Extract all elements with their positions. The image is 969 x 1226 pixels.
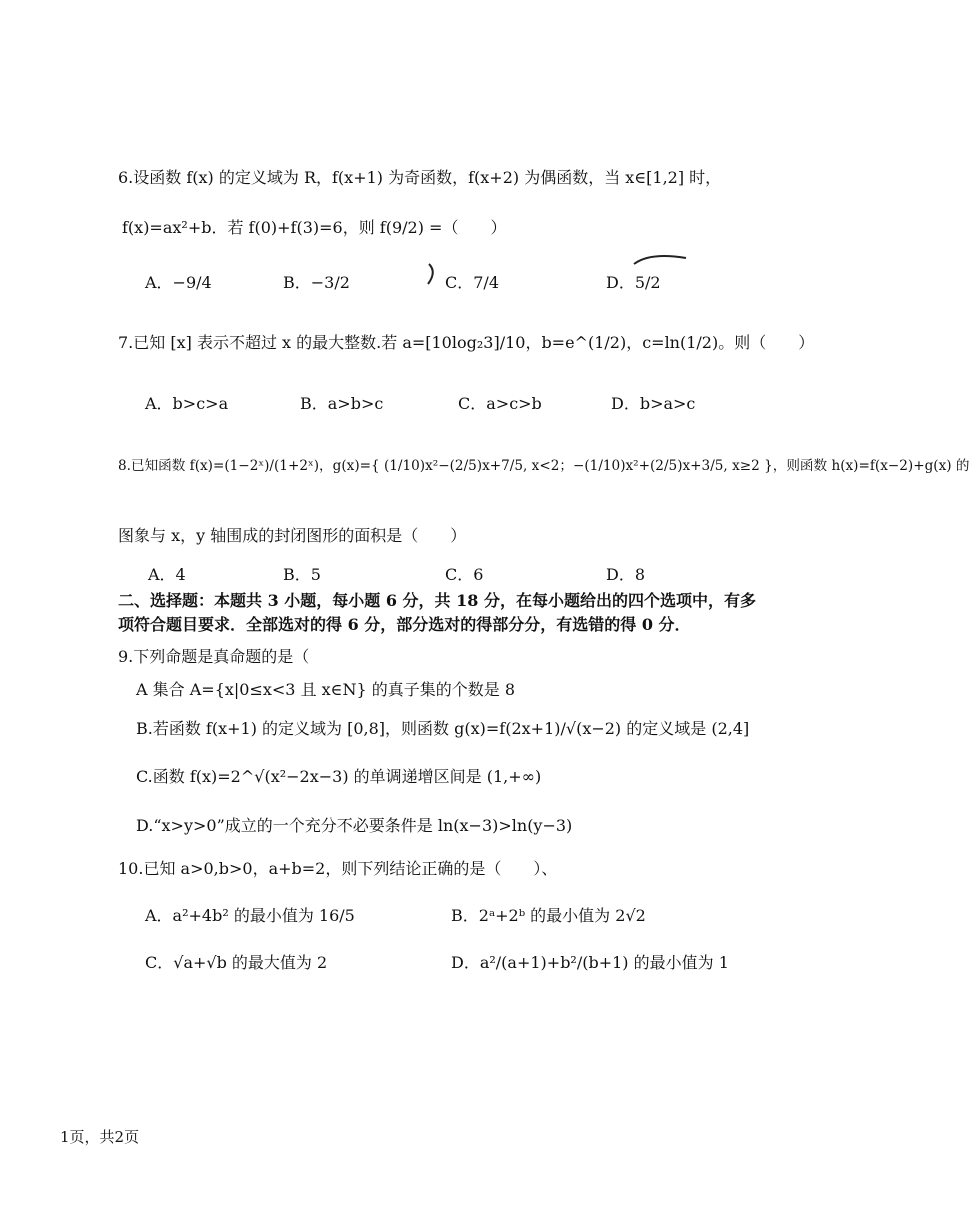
- q8-option-a: A．4: [148, 565, 186, 584]
- q8-option-b: B．5: [283, 565, 321, 584]
- q10-option-d: D．a²/(a+1)+b²/(b+1) 的最小值为 1: [451, 953, 729, 972]
- q7-option-b: B．a>b>c: [300, 394, 384, 413]
- q6-option-b: B．−3/2: [283, 273, 350, 292]
- page-footer: 1页，共2页: [60, 1128, 140, 1146]
- q8-option-c: C．6: [445, 565, 484, 584]
- q7-option-c: C．a>c>b: [458, 394, 542, 413]
- q6-line1: 6.设函数 f(x) 的定义域为 R，f(x+1) 为奇函数，f(x+2) 为偶函数，当 x∈[1,2] 时，: [118, 168, 722, 187]
- q9-option-a: A 集合 A={x|0≤x<3 且 x∈N} 的真子集的个数是 8: [136, 680, 516, 699]
- section2-line2: 项符合题目要求．全部选对的得 6 分，部分选对的得部分分，有选错的得 0 分．: [118, 615, 691, 634]
- q7-option-a: A．b>c>a: [145, 394, 229, 413]
- handwritten-mark: [425, 262, 439, 286]
- q6-option-c: C．7/4: [445, 273, 499, 292]
- q6-line2: f(x)=ax²+b．若 f(0)+f(3)=6，则 f(9/2) =（ ）: [122, 218, 507, 237]
- q8-option-d: D．8: [606, 565, 646, 584]
- q10-option-a: A．a²+4b² 的最小值为 16/5: [145, 906, 355, 925]
- q8-line2: 图象与 x，y 轴围成的封闭图形的面积是（ ）: [118, 526, 467, 545]
- q9-option-d: D.“x>y>0”成立的一个充分不必要条件是 ln(x−3)>ln(y−3): [136, 816, 573, 835]
- q9-option-c: C.函数 f(x)=2^√(x²−2x−3) 的单调递增区间是 (1,+∞): [136, 767, 542, 786]
- q10-option-c: C．√a+√b 的最大值为 2: [145, 953, 328, 972]
- q10-option-b: B．2ᵃ+2ᵇ 的最小值为 2√2: [451, 906, 646, 925]
- q10-stem: 10.已知 a>0,b>0，a+b=2，则下列结论正确的是（ ）、: [118, 859, 558, 878]
- q7-option-d: D．b>a>c: [611, 394, 696, 413]
- q7-line: 7.已知 [x] 表示不超过 x 的最大整数.若 a=[10log₂3]/10，b=e^(1/2)，c=ln(1/2)。则（ ）: [118, 333, 815, 352]
- handwritten-stroke: [630, 250, 690, 270]
- section2-line1: 二、选择题：本题共 3 小题，每小题 6 分，共 18 分，在每小题给出的四个选项中，有多: [118, 591, 756, 610]
- q9-stem: 9.下列命题是真命题的是（: [118, 647, 310, 666]
- q9-option-b: B.若函数 f(x+1) 的定义域为 [0,8]，则函数 g(x)=f(2x+1)/√(x−2) 的定义域是 (2,4]: [136, 719, 750, 738]
- q6-option-a: A．−9/4: [145, 273, 212, 292]
- q6-option-d: D．5/2: [606, 273, 661, 292]
- q8-line1: 8.已知函数 f(x)=(1−2ˣ)/(1+2ˣ)，g(x)={ (1/10)x²−(2/5)x+7/5, x<2；−(1/10)x²+(2/5)x+3/5, x≥2 }，则函数 h(x)=f(x−2)+g(x) 的: [118, 458, 969, 474]
